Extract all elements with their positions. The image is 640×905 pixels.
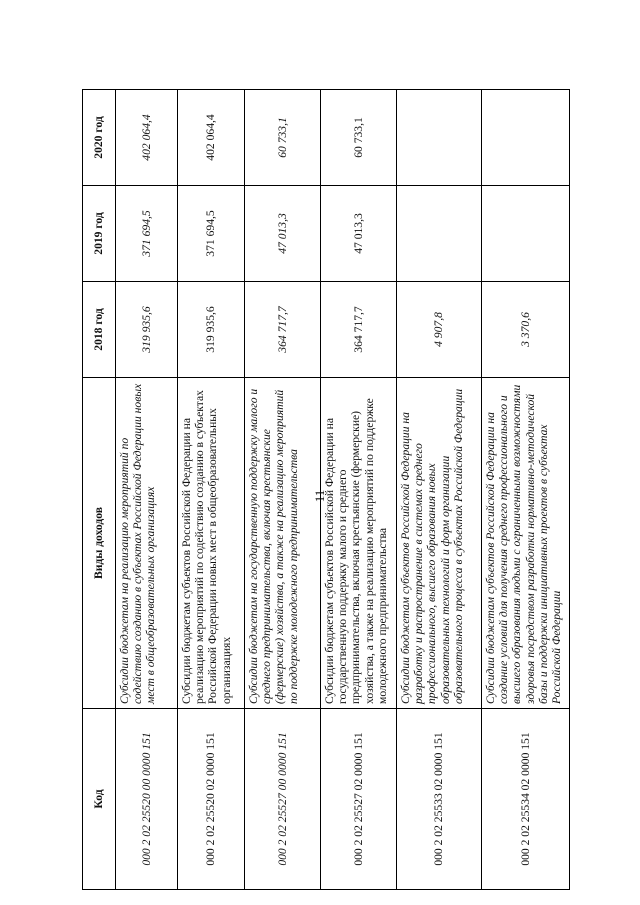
row-value-2019: 47 013,3: [245, 186, 321, 282]
row-code: 000 2 02 25527 00 0000 151: [245, 709, 321, 890]
row-code: 000 2 02 25520 02 0000 151: [178, 709, 245, 890]
header-2018: 2018 год: [83, 282, 116, 378]
table-row: [178, 90, 245, 890]
row-code: 000 2 02 25533 02 0000 151: [397, 709, 482, 890]
row-code: 000 2 02 25520 00 0000 151: [116, 709, 178, 890]
table-row: [245, 90, 321, 890]
row-value-2020: 402 064,4: [178, 90, 245, 186]
row-revenue-type: Субсидии бюджетам на реализацию мероприятий по содействию созданию в субъектах Российской Федерации новых мест в общеобразовательных организациях: [116, 378, 178, 709]
header-2020: 2020 год: [83, 90, 116, 186]
row-revenue-type: Субсидии бюджетам на государственную поддержку малого и среднего предпринимательства, включая крестьянские (фермерские) хозяйства, а также на реализацию мероприятий по поддержке молодежного предпринимательства: [245, 378, 321, 709]
header-2019: 2019 год: [83, 186, 116, 282]
row-value-2018: 3 370,6: [482, 282, 570, 378]
row-revenue-type: Субсидии бюджетам субъектов Российской Федерации на реализацию мероприятий по содействию созданию в субъектах Российской Федерации новых мест в общеобразовательных организациях: [178, 378, 245, 709]
row-code: 000 2 02 25527 02 0000 151: [321, 709, 397, 890]
table-row: [397, 90, 482, 890]
row-value-2019: 47 013,3: [321, 186, 397, 282]
row-revenue-type: Субсидии бюджетам субъектов Российской Федерации на государственную поддержку малого и среднего предпринимательства, включая крестьянские (фермерские) хозяйства, а также на реализацию мероприятий по поддержке молодежного предпринимательства: [321, 378, 397, 709]
row-value-2020: 402 064,4: [116, 90, 178, 186]
row-value-2020: [397, 90, 482, 186]
row-revenue-type: Субсидии бюджетам субъектов Российской Федерации на разработку и распространение в системах среднего профессионального, высшего образования новых образовательных технологий и форм организации образовательного процесса в субъектах Российской Федерации: [397, 378, 482, 709]
row-value-2018: 364 717,7: [321, 282, 397, 378]
row-value-2020: 60 733,1: [245, 90, 321, 186]
row-value-2020: [482, 90, 570, 186]
row-value-2018: 319 935,6: [178, 282, 245, 378]
table-header-row: [83, 90, 116, 890]
table-row: [482, 90, 570, 890]
row-value-2020: 60 733,1: [321, 90, 397, 186]
row-value-2019: 371 694,5: [178, 186, 245, 282]
page-number: 11: [312, 489, 327, 503]
header-code: Код: [83, 709, 116, 890]
table-row: [321, 90, 397, 890]
row-value-2018: 4 907,8: [397, 282, 482, 378]
table-row: [116, 90, 178, 890]
row-value-2018: 319 935,6: [116, 282, 178, 378]
row-value-2018: 364 717,7: [245, 282, 321, 378]
row-value-2019: [397, 186, 482, 282]
row-value-2019: [482, 186, 570, 282]
rotated-page-content: [82, 90, 564, 890]
row-value-2019: 371 694,5: [116, 186, 178, 282]
row-revenue-type: Субсидии бюджетам субъектов Российской Федерации на создание условий для получения среднего профессионального и высшего образования людьми с ограниченными возможностями здоровья посредством разработки нормативно-методической базы и поддержки инициативных проектов в субъектах Российской Федерации: [482, 378, 570, 709]
row-code: 000 2 02 25534 02 0000 151: [482, 709, 570, 890]
header-revenue-type: Виды доходов: [83, 378, 116, 709]
revenue-table: [82, 89, 570, 890]
